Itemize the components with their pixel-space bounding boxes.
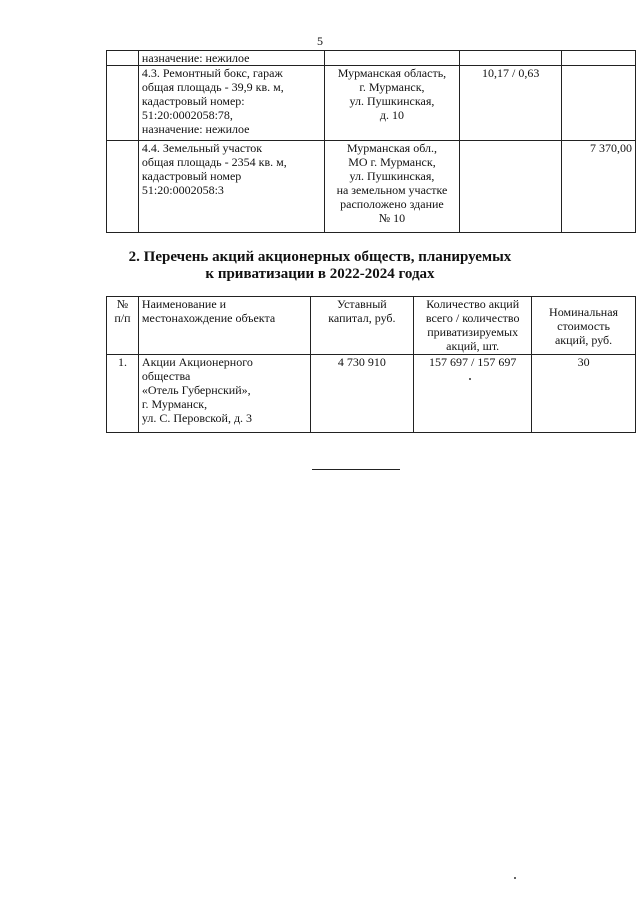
- description-line: назначение: нежилое: [141, 122, 250, 136]
- table-header-row: [107, 297, 636, 355]
- address-line: МО г. Мурманск,: [348, 155, 436, 169]
- object-description-cell: [138, 66, 324, 141]
- header-line: Количество акций: [426, 297, 520, 311]
- header-line: №: [116, 297, 129, 311]
- address-cell: [324, 66, 460, 141]
- col-header-nominal: [532, 297, 636, 355]
- address-line: ул. Пушкинская,: [349, 169, 435, 183]
- object-description-cell: [138, 51, 324, 66]
- area-cell: 10,17 / 0,63: [460, 66, 562, 141]
- name-line: Акции Акционерного: [141, 355, 253, 369]
- name-line: г. Мурманск,: [141, 397, 208, 411]
- object-description-cell: [138, 141, 324, 233]
- value-cell: [562, 66, 636, 141]
- scan-speck: [469, 378, 471, 380]
- description-line: общая площадь - 2354 кв. м,: [141, 155, 287, 169]
- table-row: [107, 66, 636, 141]
- row-number-cell: [107, 141, 139, 233]
- value-cell: 7 370,00: [562, 141, 636, 233]
- name-line: «Отель Губернский»,: [141, 383, 251, 397]
- address-line: Мурманская область,: [337, 66, 447, 80]
- row-number-cell: [107, 66, 139, 141]
- scan-speck: [514, 877, 516, 879]
- col-header-name: [138, 297, 310, 355]
- shares-cell: 157 697 / 157 697: [414, 355, 532, 433]
- name-line: общества: [141, 369, 191, 383]
- header-line: п/п: [114, 311, 131, 325]
- table-row: [107, 141, 636, 233]
- description-line: 51:20:0002058:3: [141, 183, 224, 197]
- header-line: Номинальная: [549, 305, 619, 319]
- area-cell: [460, 51, 562, 66]
- description-line: кадастровый номер:: [141, 94, 245, 108]
- section-heading: [0, 249, 640, 283]
- address-line: г. Мурманск,: [359, 80, 425, 94]
- section-heading-line: к приватизации в 2022-2024 годах: [205, 266, 435, 282]
- address-cell: [324, 141, 460, 233]
- header-line: стоимость: [557, 319, 610, 333]
- section-heading-line: 2. Перечень акций акционерных обществ, планируемых: [128, 249, 512, 265]
- area-cell: [460, 141, 562, 233]
- address-line: расположено здание: [340, 197, 444, 211]
- end-divider: [312, 469, 400, 470]
- object-name-cell: [138, 355, 310, 433]
- address-line: ул. Пушкинская,: [349, 94, 435, 108]
- name-line: ул. С. Перовской, д. 3: [141, 411, 253, 425]
- row-number-cell: [107, 51, 139, 66]
- nominal-cell: 30: [532, 355, 636, 433]
- description-line: 51:20:0002058:78,: [141, 108, 233, 122]
- table-row: [107, 51, 636, 66]
- header-line: местонахождение объекта: [141, 311, 276, 325]
- description-line: 4.4. Земельный участок: [141, 141, 263, 155]
- shares-table: [106, 296, 636, 433]
- col-header-capital: [310, 297, 414, 355]
- header-line: акций, руб.: [554, 333, 613, 347]
- description-line: кадастровый номер: [141, 169, 242, 183]
- header-line: Уставный: [337, 297, 387, 311]
- address-line: на земельном участке: [336, 183, 448, 197]
- address-cell: [324, 51, 460, 66]
- description-line: 4.3. Ремонтный бокс, гараж: [141, 66, 283, 80]
- value-cell: [562, 51, 636, 66]
- table-row: [107, 355, 636, 433]
- col-header-shares: [414, 297, 532, 355]
- header-line: Наименование и: [141, 297, 227, 311]
- description-line: общая площадь - 39,9 кв. м,: [141, 80, 284, 94]
- address-line: д. 10: [379, 108, 405, 122]
- header-line: капитал, руб.: [328, 311, 396, 325]
- address-line: № 10: [378, 211, 406, 225]
- capital-cell: 4 730 910: [310, 355, 414, 433]
- property-table: [106, 50, 636, 233]
- col-header-number: [107, 297, 139, 355]
- description-line: назначение: нежилое: [141, 51, 250, 65]
- row-number-cell: 1.: [107, 355, 139, 433]
- address-line: Мурманская обл.,: [346, 141, 437, 155]
- page-number: 5: [317, 34, 323, 48]
- header-line: приватизируемых: [427, 325, 519, 339]
- header-line: всего / количество: [425, 311, 520, 325]
- header-line: акций, шт.: [446, 339, 500, 353]
